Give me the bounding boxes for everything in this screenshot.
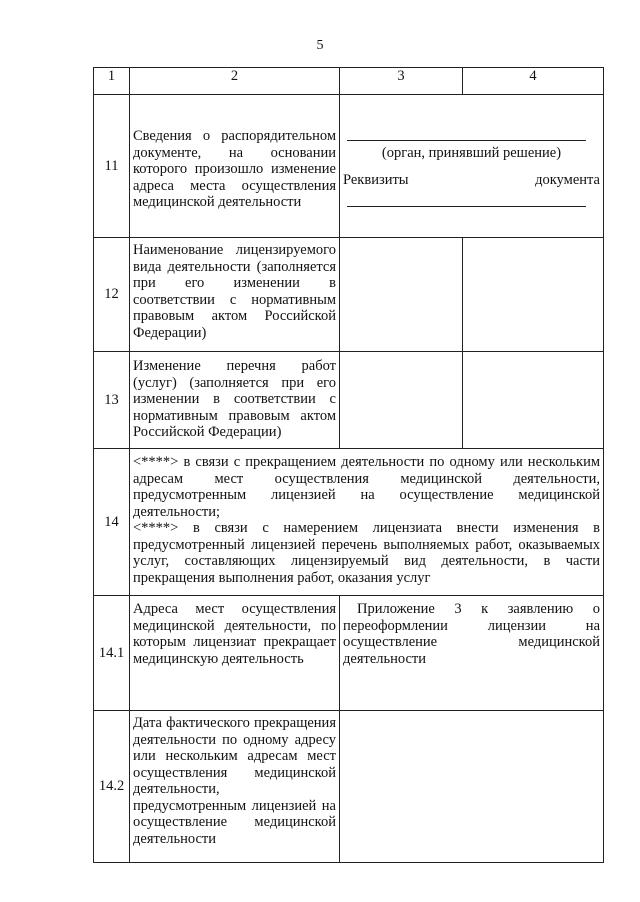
row-number: 12	[94, 238, 130, 352]
row-description: Дата фактического прекращения деятельности по одному адресу или нескольким адресам мест осуществления медицинской деятельности, предусмотренным лицензией на осуществление медицинской деятельности	[130, 711, 340, 863]
table-row-14	[94, 449, 604, 596]
row-14-2-value[interactable]	[340, 711, 604, 863]
row-number: 14.2	[94, 711, 130, 863]
header-col-2: 2	[130, 68, 340, 95]
row-13-col-4[interactable]	[463, 352, 604, 449]
form-table	[93, 67, 604, 863]
organ-line	[347, 128, 586, 141]
row-number: 13	[94, 352, 130, 449]
header-col-4: 4	[463, 68, 604, 95]
row-description: Сведения о распорядительном документе, на основании которого произошло изменение адреса места осуществления медицинской деятельности	[130, 95, 340, 238]
row-11-value-cell[interactable]	[340, 95, 604, 238]
requisites-label-end: документа	[535, 171, 600, 188]
table-row-14-2	[94, 711, 604, 863]
header-row	[94, 68, 604, 95]
requisites-label: Реквизиты	[343, 171, 409, 188]
row-12-col-3[interactable]	[340, 238, 463, 352]
page-number: 5	[316, 38, 324, 53]
section-note-1: <****> в связи с прекращением деятельности по одному или нескольким адресам мест осуществления медицинской деятельности, предусмотренным лицензией на осуществление медицинской деятельности;	[133, 454, 600, 520]
section-note-2: <****> в связи с намерением лицензиата внести изменения в предусмотренный лицензией перечень выполняемых работ, оказываемых услуг, составляющих лицензируемый вид деятельности, в части прекращения выполнения работ, оказания услуг	[133, 520, 600, 586]
row-number: 11	[94, 95, 130, 238]
row-description: Изменение перечня работ (услуг) (заполняется при его изменении в соответствии с нормативным правовым актом Российской Федерации)	[130, 352, 340, 449]
row-description: Наименование лицензируемого вида деятельности (заполняется при его изменении в соответствии с нормативным правовым актом Российской Федерации)	[130, 238, 340, 352]
header-col-1: 1	[94, 68, 130, 95]
table-row-14-1	[94, 596, 604, 711]
requisites-underline	[347, 194, 586, 207]
row-14-1-value[interactable]: Приложение 3 к заявлению о переоформлении лицензии на осуществление медицинской деятельности	[340, 596, 604, 711]
table-row-13	[94, 352, 604, 449]
row-number: 14.1	[94, 596, 130, 711]
row-description: Адреса мест осуществления медицинской деятельности, по которым лицензиат прекращает медицинскую деятельность	[130, 596, 340, 711]
row-number: 14	[94, 449, 130, 596]
row-12-col-4[interactable]	[463, 238, 604, 352]
organ-caption: (орган, принявший решение)	[381, 145, 562, 161]
row-13-col-3[interactable]	[340, 352, 463, 449]
header-col-3: 3	[340, 68, 463, 95]
table-row-12	[94, 238, 604, 352]
requisites-line	[343, 172, 600, 189]
table-row-11	[94, 95, 604, 238]
